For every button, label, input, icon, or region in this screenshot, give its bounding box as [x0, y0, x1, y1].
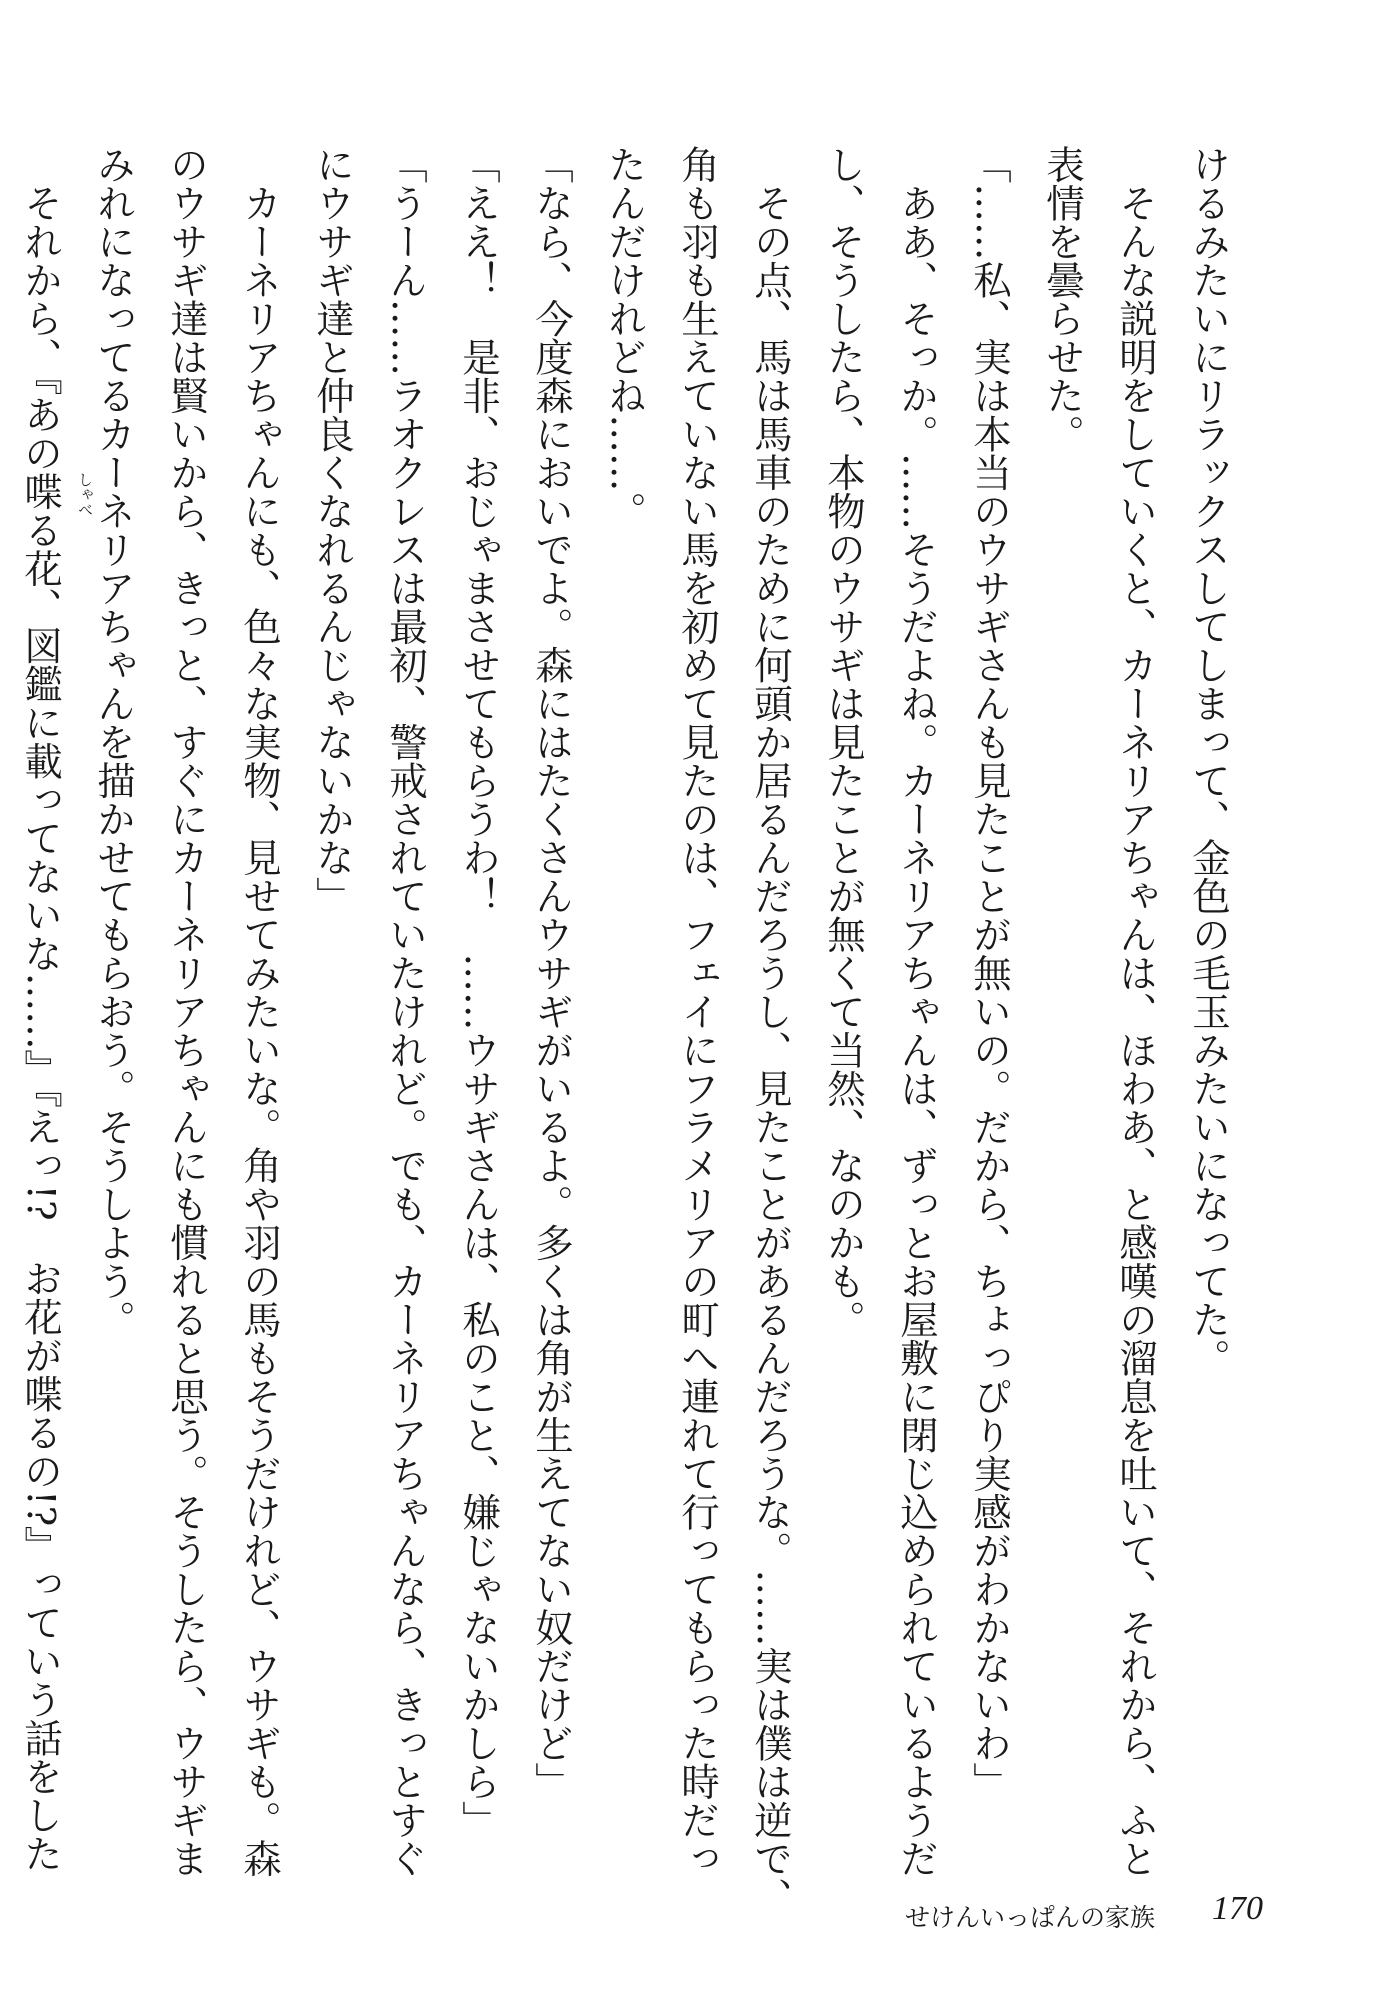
text-segment: る花、図鑑に載ってないな……』『えっ!? お花が喋るの!?』っていう話をした	[18, 510, 63, 1873]
ruby-base	[4, 472, 94, 518]
text-line: カーネリアちゃんにも、色々な実物、見せてみたいな。角や羽の馬もそうだけれど、ウサギも。森	[237, 145, 282, 1878]
running-footer-title: せけんいっぱんの家族	[905, 1903, 1156, 1932]
vertical-text-body	[0, 145, 1245, 1916]
ruby-base-char: 喋	[18, 472, 63, 511]
text-line: 表情を曇らせた。	[1040, 145, 1085, 453]
furigana: しゃべ	[76, 472, 94, 518]
text-line: 「なら、今度森においでよ。森にはたくさんウサギがいるよ。多くは角が生えてない奴だけど」	[529, 145, 574, 1801]
text-line: その点、馬は馬車のために何頭か居るんだろうし、見たことがあるんだろうな。……実は僕は逆で、	[748, 145, 793, 1916]
text-line: 「うーん……ラオクレスは最初、警戒されていたけれど。でも、カーネリアちゃんなら、きっとすぐ	[383, 145, 428, 1878]
text-segment: それから、『あの	[18, 145, 63, 473]
page-number: 170	[1212, 1890, 1263, 1927]
text-line: にウサギ達と仲良くなれるんじゃないかな」	[310, 145, 355, 915]
text-line: みれになってるカーネリアちゃんを描かせてもらおう。そうしよう。	[91, 145, 136, 1339]
text-line: 角も羽も生えていない馬を初めて見たのは、フェイにフラメリアの町へ連れて行ってもらった時だっ	[675, 145, 720, 1878]
text-line: し、そうしたら、本物のウサギは見たことが無くて当然、なのかも。	[821, 145, 866, 1339]
text-line-with-ruby	[4, 145, 94, 1873]
text-line: けるみたいにリラックスしてしまって、金色の毛玉みたいになってた。	[1186, 145, 1231, 1377]
text-line	[0, 145, 4, 1855]
text-line: のウサギ達は賢いから、きっと、すぐにカーネリアちゃんにも慣れると思う。そうしたら、ウサギま	[164, 145, 209, 1878]
text-line: たんだけれどね……。	[602, 145, 647, 530]
text-line: ああ、そっか。……そうだよね。カーネリアちゃんは、ずっとお屋敷に閉じ込められているようだ	[894, 145, 939, 1878]
text-line: そんな説明をしていくと、カーネリアちゃんは、ほわあ、と感嘆の溜息を吐いて、それから、ふと	[1113, 145, 1158, 1878]
text-line: 「……私、実は本当のウサギさんも見たことが無いの。だから、ちょっぴり実感がわかないわ」	[967, 145, 1012, 1801]
text-line: 「ええ！ 是非、おじゃまさせてもらうわ！ ……ウサギさんは、私のこと、嫌じゃないかしら」	[456, 145, 501, 1839]
